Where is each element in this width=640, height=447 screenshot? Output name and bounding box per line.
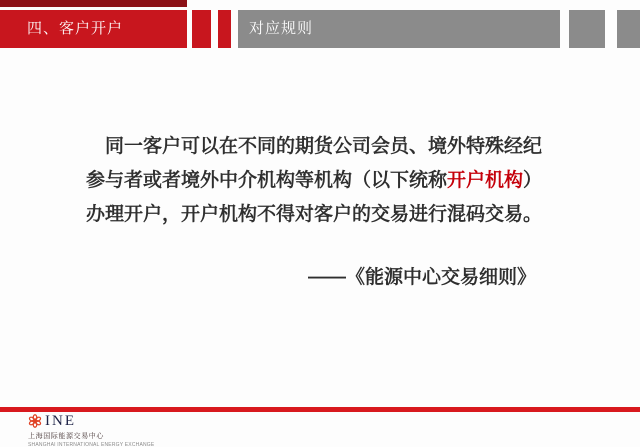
paragraph-line-2 — [86, 164, 542, 198]
logo-name-en: SHANGHAI INTERNATIONAL ENERGY EXCHANGE — [28, 442, 155, 447]
ine-logo — [28, 413, 178, 447]
logo-name-zh: 上海国际能源交易中心 — [28, 433, 104, 440]
paragraph-line-3 — [86, 198, 542, 232]
rule-label-block — [238, 10, 560, 48]
red-stripe-1 — [192, 10, 211, 48]
section-title-block — [0, 10, 187, 48]
paragraph-segment: ） — [523, 170, 543, 191]
gray-stripe-2 — [617, 10, 640, 48]
rule-label: 对应规则 — [249, 20, 314, 37]
gray-stripe-1 — [569, 10, 605, 48]
paragraph-segment: 同一客户可以在不同的期货公司会员、境外特殊经纪 — [105, 136, 543, 157]
body-paragraph — [86, 130, 542, 232]
paragraph-line-1 — [86, 130, 542, 164]
highlight-term: 开户机构 — [447, 170, 524, 191]
ine-knot-icon — [28, 414, 42, 428]
paragraph-segment: 办理开户，开户机构不得对客户的交易进行混码交易。 — [86, 204, 543, 225]
red-stripe-2 — [218, 10, 231, 48]
section-title: 四、客户开户 — [27, 20, 124, 37]
paragraph-segment: 参与者或者境外中介机构等机构（以下统称 — [86, 170, 448, 191]
footer-divider — [0, 407, 640, 412]
attribution: ——《能源中心交易细则》 — [308, 267, 537, 288]
logo-acronym: INE — [45, 412, 76, 429]
header-dark-strip — [0, 0, 187, 7]
logo-row — [28, 413, 178, 429]
